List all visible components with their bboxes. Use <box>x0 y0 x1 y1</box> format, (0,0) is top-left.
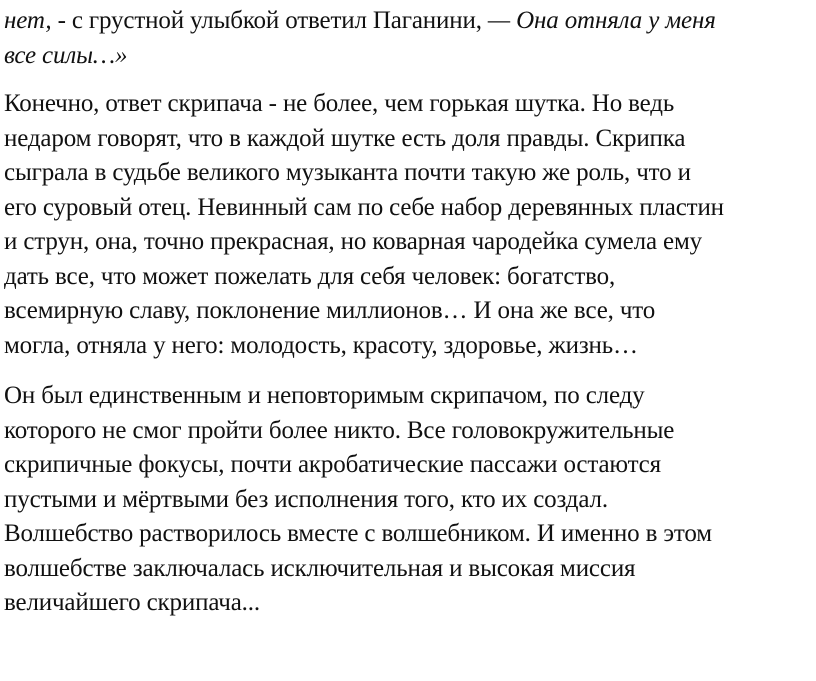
text-line: недаром говорят, что в каждой шутке есть доля правды. Скрипка <box>4 124 686 152</box>
text-line: дать все, что может пожелать для себя человек: богатство, <box>4 262 616 290</box>
quote-fragment-regular: - с грустной улыбкой ответил Паганини, <box>51 7 488 34</box>
text-line: скрипичные фокусы, почти акробатические пассажи остаются <box>4 451 661 478</box>
paragraph-unique-violinist <box>4 379 816 621</box>
text-line: и струн, она, точно прекрасная, но коварная чародейка сумела ему <box>4 228 702 255</box>
text-line: могла, отняла у него: молодость, красоту, здоровье, жизнь… <box>4 331 638 359</box>
quote-fragment-italic: нет, <box>4 7 52 34</box>
text-line: все силы…» <box>4 41 128 69</box>
text-line: Конечно, ответ скрипача - не более, чем горькая шутка. Но ведь <box>4 90 675 117</box>
text-line: Волшебство растворилось вместе с волшебником. И именно в этом <box>4 520 712 547</box>
quote-fragment-italic: — Она отняла у меня <box>487 7 716 34</box>
quote-paragraph <box>4 0 816 73</box>
text-line: Он был единственным и неповторимым скрипачом, по следу <box>4 382 645 409</box>
paragraph-paganini-joke <box>4 87 816 363</box>
text-line: волшебстве заключалась исключительная и высокая миссия <box>4 554 636 582</box>
text-line: его суровый отец. Невинный сам по себе набор деревянных пластин <box>4 193 724 221</box>
text-line: сыграла в судьбе великого музыканта почти такую же роль, что и <box>4 159 691 186</box>
text-line: всемирную славу, поклонение миллионов… И она же все, что <box>4 297 656 324</box>
text-line: величайшего скрипача... <box>4 589 260 616</box>
text-line <box>4 4 816 39</box>
text-line: которого не смог пройти более никто. Все головокружительные <box>4 416 675 444</box>
text-line: пустыми и мёртвыми без исполнения того, кто их создал. <box>4 485 608 513</box>
